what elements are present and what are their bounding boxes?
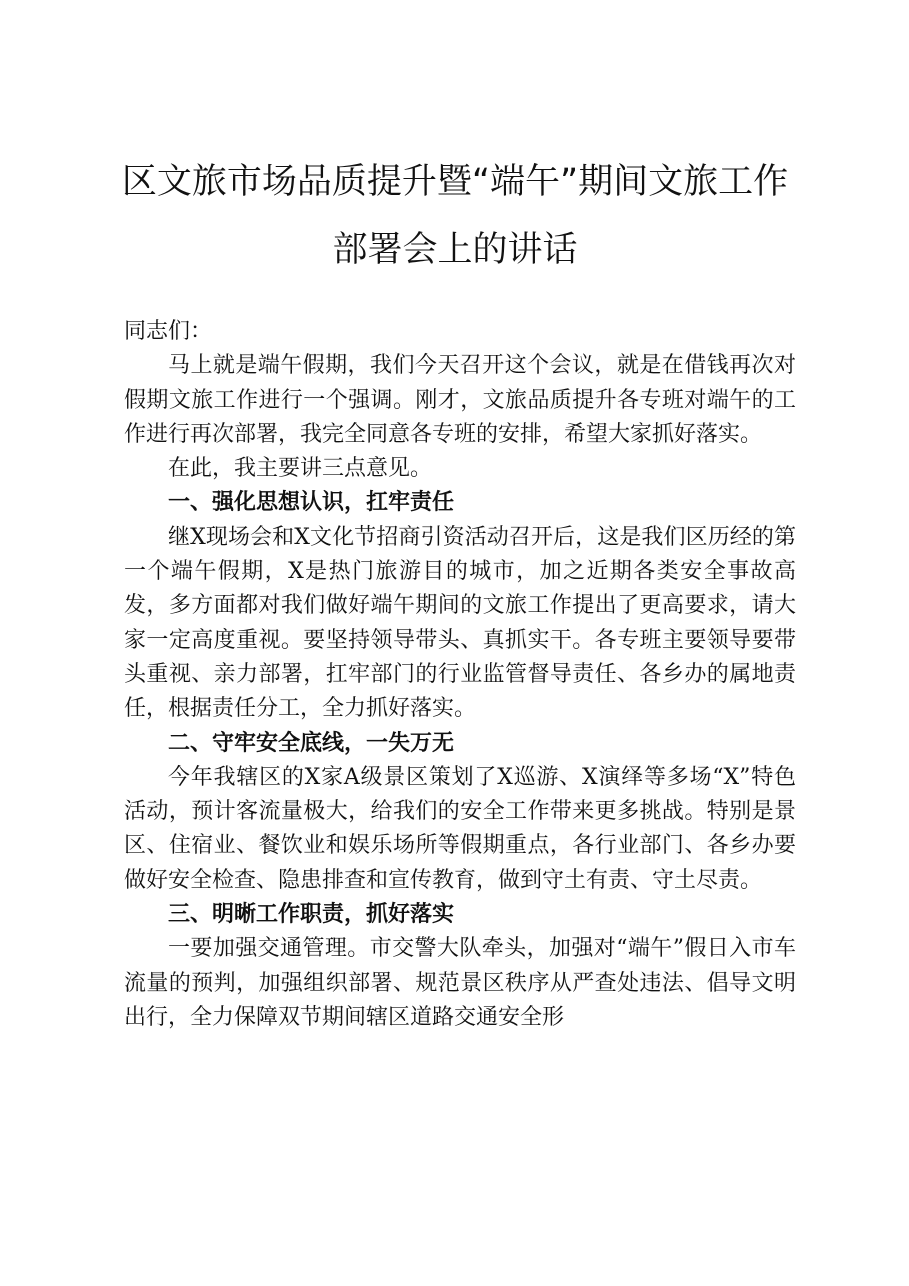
paragraph-opening: 马上就是端午假期，我们今天召开这个会议，就是在借钱再次对假期文旅工作进行一个强调。刚才，文旅品质提升各专班对端午的工作进行再次部署，我完全同意各专班的安排，希望大家抓好落实。 [124, 353, 796, 447]
section-heading-1: 一、强化思想认识，扛牢责任 [168, 490, 455, 516]
salutation: 同志们： [124, 319, 213, 344]
document-title-line-1: 区文旅市场品质提升暨“端午”期间文旅工作 [121, 162, 789, 202]
section-heading-2: 二、守牢安全底线，一失万无 [168, 730, 455, 756]
document-body [124, 315, 796, 1035]
section-paragraph-1: 继X现场会和X文化节招商引资活动召开后，这是我们区历经的第一个端午假期，X是热门旅游目的城市，加之近期各类安全事故高发，多方面都对我们做好端午期间的文旅工作提出了更高要求，请大家一定高度重视。要坚持领导带头、真抓实干。各专班主要领导要带头重视、亲力部署，扛牢部门的行业监管督导责任、各乡办的属地责任，根据责任分工，全力抓好落实。 [124, 524, 796, 722]
section-paragraph-2: 今年我辖区的X家A级景区策划了X巡游、X演绎等多场“X”特色活动，预计客流量极大，给我们的安全工作带来更多挑战。特别是景区、住宿业、餐饮业和娱乐场所等假期重点，各行业部门、各乡办要做好安全检查、隐患排查和宣传教育，做到守土有责、守土尽责。 [124, 764, 796, 893]
section-heading-3: 三、明晰工作职责，抓好落实 [168, 902, 455, 928]
document-title-line-2: 部署会上的讲话 [332, 230, 578, 270]
paragraph-intro: 在此，我主要讲三点意见。 [168, 456, 433, 482]
section-paragraph-3: 一要加强交通管理。市交警大队牵头，加强对“端午”假日入市车流量的预判，加强组织部署、规范景区秩序从严查处违法、倡导文明出行，全力保障双节期间辖区道路交通安全形 [124, 936, 796, 1030]
